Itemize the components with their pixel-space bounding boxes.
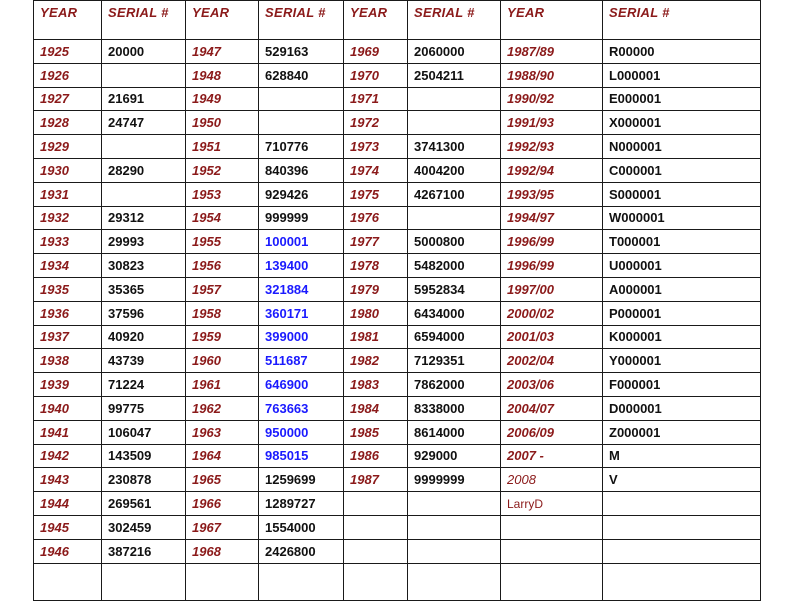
year-cell: 1976 bbox=[344, 206, 408, 230]
serial-cell: 20000 bbox=[102, 40, 186, 64]
year-cell: 1964 bbox=[186, 444, 259, 468]
serial-cell: 628840 bbox=[259, 63, 344, 87]
table-row bbox=[34, 111, 761, 135]
serial-cell bbox=[408, 515, 501, 539]
serial-cell: 24747 bbox=[102, 111, 186, 135]
serial-cell: 139400 bbox=[259, 254, 344, 278]
table-row bbox=[34, 63, 761, 87]
year-cell: 1991/93 bbox=[501, 111, 603, 135]
year-cell: 1966 bbox=[186, 492, 259, 516]
year-cell: 1934 bbox=[34, 254, 102, 278]
year-cell: 1925 bbox=[34, 40, 102, 64]
serial-cell: 2504211 bbox=[408, 63, 501, 87]
serial-cell: 37596 bbox=[102, 301, 186, 325]
serial-cell bbox=[102, 63, 186, 87]
year-cell bbox=[344, 515, 408, 539]
year-cell: 1988/90 bbox=[501, 63, 603, 87]
year-cell: 1948 bbox=[186, 63, 259, 87]
serial-cell: 29312 bbox=[102, 206, 186, 230]
serial-cell: 99775 bbox=[102, 396, 186, 420]
serial-cell bbox=[408, 87, 501, 111]
year-cell: 1956 bbox=[186, 254, 259, 278]
year-cell: 1968 bbox=[186, 539, 259, 563]
serial-cell: 1259699 bbox=[259, 468, 344, 492]
serial-cell bbox=[102, 135, 186, 159]
serial-cell: V bbox=[603, 468, 761, 492]
year-cell: 1965 bbox=[186, 468, 259, 492]
year-cell: 1944 bbox=[34, 492, 102, 516]
serial-cell: W000001 bbox=[603, 206, 761, 230]
serial-cell: 28290 bbox=[102, 158, 186, 182]
table-row bbox=[34, 301, 761, 325]
year-cell: 1945 bbox=[34, 515, 102, 539]
serial-cell: 21691 bbox=[102, 87, 186, 111]
serial-cell: 8338000 bbox=[408, 396, 501, 420]
year-cell: 1940 bbox=[34, 396, 102, 420]
serial-cell bbox=[603, 539, 761, 563]
year-cell: 1937 bbox=[34, 325, 102, 349]
serial-cell bbox=[603, 492, 761, 516]
serial-cell: 7129351 bbox=[408, 349, 501, 373]
serial-cell: M bbox=[603, 444, 761, 468]
serial-cell: 2426800 bbox=[259, 539, 344, 563]
empty-cell bbox=[186, 563, 259, 600]
year-cell: 1936 bbox=[34, 301, 102, 325]
year-cell: 1996/99 bbox=[501, 230, 603, 254]
year-cell: 1954 bbox=[186, 206, 259, 230]
serial-cell: N000001 bbox=[603, 135, 761, 159]
table-row bbox=[34, 492, 761, 516]
serial-cell: 106047 bbox=[102, 420, 186, 444]
header-serial: SERIAL # bbox=[259, 1, 344, 40]
year-cell: 1978 bbox=[344, 254, 408, 278]
blank-row bbox=[34, 563, 761, 600]
table-row bbox=[34, 539, 761, 563]
serial-cell: 1554000 bbox=[259, 515, 344, 539]
year-cell: 1980 bbox=[344, 301, 408, 325]
year-cell: 1946 bbox=[34, 539, 102, 563]
year-cell: 1996/99 bbox=[501, 254, 603, 278]
serial-cell bbox=[102, 182, 186, 206]
table-row bbox=[34, 444, 761, 468]
year-cell: 1933 bbox=[34, 230, 102, 254]
year-cell: 1974 bbox=[344, 158, 408, 182]
serial-cell: 9999999 bbox=[408, 468, 501, 492]
year-cell: 1958 bbox=[186, 301, 259, 325]
year-cell: 1985 bbox=[344, 420, 408, 444]
empty-cell bbox=[603, 563, 761, 600]
serial-cell: 230878 bbox=[102, 468, 186, 492]
year-cell: 1953 bbox=[186, 182, 259, 206]
table-row bbox=[34, 468, 761, 492]
serial-cell: 43739 bbox=[102, 349, 186, 373]
year-cell: 1970 bbox=[344, 63, 408, 87]
year-cell: 2006/09 bbox=[501, 420, 603, 444]
year-cell: 1960 bbox=[186, 349, 259, 373]
serial-cell: 40920 bbox=[102, 325, 186, 349]
serial-cell: 511687 bbox=[259, 349, 344, 373]
year-cell: 1962 bbox=[186, 396, 259, 420]
year-cell: 1942 bbox=[34, 444, 102, 468]
year-cell: 2002/04 bbox=[501, 349, 603, 373]
year-cell: 1992/93 bbox=[501, 135, 603, 159]
table-row bbox=[34, 40, 761, 64]
header-year: YEAR bbox=[344, 1, 408, 40]
empty-cell bbox=[501, 563, 603, 600]
serial-cell: 985015 bbox=[259, 444, 344, 468]
year-cell: 1938 bbox=[34, 349, 102, 373]
year-cell: 1993/95 bbox=[501, 182, 603, 206]
year-cell bbox=[501, 515, 603, 539]
year-cell: 1969 bbox=[344, 40, 408, 64]
serial-cell: X000001 bbox=[603, 111, 761, 135]
year-cell: 2001/03 bbox=[501, 325, 603, 349]
table-row bbox=[34, 396, 761, 420]
table-row bbox=[34, 515, 761, 539]
serial-cell: 29993 bbox=[102, 230, 186, 254]
serial-cell: 387216 bbox=[102, 539, 186, 563]
serial-cell: 529163 bbox=[259, 40, 344, 64]
table-row bbox=[34, 158, 761, 182]
year-cell bbox=[501, 539, 603, 563]
year-cell: 1947 bbox=[186, 40, 259, 64]
serial-cell: 8614000 bbox=[408, 420, 501, 444]
serial-cell: A000001 bbox=[603, 277, 761, 301]
year-cell: 1987/89 bbox=[501, 40, 603, 64]
serial-cell: 399000 bbox=[259, 325, 344, 349]
serial-cell: R00000 bbox=[603, 40, 761, 64]
table-row bbox=[34, 420, 761, 444]
serial-table bbox=[33, 0, 761, 601]
year-cell: 1957 bbox=[186, 277, 259, 301]
table-row bbox=[34, 254, 761, 278]
year-cell bbox=[344, 492, 408, 516]
year-cell: 1927 bbox=[34, 87, 102, 111]
serial-cell: 71224 bbox=[102, 373, 186, 397]
serial-cell: 4004200 bbox=[408, 158, 501, 182]
year-cell: 1941 bbox=[34, 420, 102, 444]
year-cell: 2007 - bbox=[501, 444, 603, 468]
header-year: YEAR bbox=[34, 1, 102, 40]
serial-cell: 143509 bbox=[102, 444, 186, 468]
header-serial: SERIAL # bbox=[408, 1, 501, 40]
year-cell: 1943 bbox=[34, 468, 102, 492]
empty-cell bbox=[344, 563, 408, 600]
table-row bbox=[34, 230, 761, 254]
serial-cell: 360171 bbox=[259, 301, 344, 325]
serial-number-chart bbox=[33, 0, 760, 599]
year-cell: 1967 bbox=[186, 515, 259, 539]
serial-cell: L000001 bbox=[603, 63, 761, 87]
serial-cell: Y000001 bbox=[603, 349, 761, 373]
serial-cell bbox=[408, 111, 501, 135]
serial-cell: T000001 bbox=[603, 230, 761, 254]
header-row bbox=[34, 1, 761, 40]
year-cell: 1994/97 bbox=[501, 206, 603, 230]
year-cell: 1983 bbox=[344, 373, 408, 397]
serial-cell bbox=[408, 492, 501, 516]
serial-cell: S000001 bbox=[603, 182, 761, 206]
year-cell: 1975 bbox=[344, 182, 408, 206]
year-cell: 1931 bbox=[34, 182, 102, 206]
serial-cell bbox=[603, 515, 761, 539]
table-row bbox=[34, 87, 761, 111]
year-cell: 1981 bbox=[344, 325, 408, 349]
header-serial: SERIAL # bbox=[102, 1, 186, 40]
serial-cell: 6434000 bbox=[408, 301, 501, 325]
serial-cell: P000001 bbox=[603, 301, 761, 325]
year-cell: 1928 bbox=[34, 111, 102, 135]
serial-cell bbox=[259, 87, 344, 111]
serial-cell: D000001 bbox=[603, 396, 761, 420]
year-cell: 1929 bbox=[34, 135, 102, 159]
year-cell: 1992/94 bbox=[501, 158, 603, 182]
serial-cell: 710776 bbox=[259, 135, 344, 159]
table-row bbox=[34, 182, 761, 206]
empty-cell bbox=[34, 563, 102, 600]
empty-cell bbox=[259, 563, 344, 600]
year-cell: 1950 bbox=[186, 111, 259, 135]
serial-cell: 5000800 bbox=[408, 230, 501, 254]
year-cell: 1949 bbox=[186, 87, 259, 111]
serial-cell: 321884 bbox=[259, 277, 344, 301]
year-cell: 1952 bbox=[186, 158, 259, 182]
serial-cell: K000001 bbox=[603, 325, 761, 349]
serial-cell: 35365 bbox=[102, 277, 186, 301]
serial-cell: 929426 bbox=[259, 182, 344, 206]
year-cell: 1930 bbox=[34, 158, 102, 182]
serial-cell: 5482000 bbox=[408, 254, 501, 278]
serial-cell: E000001 bbox=[603, 87, 761, 111]
year-cell: 1982 bbox=[344, 349, 408, 373]
serial-cell: U000001 bbox=[603, 254, 761, 278]
table-row bbox=[34, 325, 761, 349]
serial-cell: 269561 bbox=[102, 492, 186, 516]
serial-cell: 929000 bbox=[408, 444, 501, 468]
signature-note: LarryD bbox=[501, 492, 603, 516]
year-cell: 2008 bbox=[501, 468, 603, 492]
year-cell: 2000/02 bbox=[501, 301, 603, 325]
year-cell: 1984 bbox=[344, 396, 408, 420]
serial-cell: 950000 bbox=[259, 420, 344, 444]
table-row bbox=[34, 206, 761, 230]
year-cell: 1963 bbox=[186, 420, 259, 444]
empty-cell bbox=[408, 563, 501, 600]
year-cell: 1987 bbox=[344, 468, 408, 492]
serial-cell: 302459 bbox=[102, 515, 186, 539]
serial-cell: 7862000 bbox=[408, 373, 501, 397]
serial-cell: 4267100 bbox=[408, 182, 501, 206]
year-cell: 1990/92 bbox=[501, 87, 603, 111]
year-cell: 1935 bbox=[34, 277, 102, 301]
year-cell: 2004/07 bbox=[501, 396, 603, 420]
year-cell: 1926 bbox=[34, 63, 102, 87]
serial-cell: F000001 bbox=[603, 373, 761, 397]
serial-cell: 763663 bbox=[259, 396, 344, 420]
empty-cell bbox=[102, 563, 186, 600]
serial-cell bbox=[408, 206, 501, 230]
year-cell: 2003/06 bbox=[501, 373, 603, 397]
year-cell: 1939 bbox=[34, 373, 102, 397]
year-cell: 1932 bbox=[34, 206, 102, 230]
year-cell: 1961 bbox=[186, 373, 259, 397]
serial-cell: 999999 bbox=[259, 206, 344, 230]
header-year: YEAR bbox=[186, 1, 259, 40]
year-cell: 1951 bbox=[186, 135, 259, 159]
year-cell: 1977 bbox=[344, 230, 408, 254]
header-serial: SERIAL # bbox=[603, 1, 761, 40]
serial-cell: 5952834 bbox=[408, 277, 501, 301]
serial-cell: 2060000 bbox=[408, 40, 501, 64]
serial-cell bbox=[408, 539, 501, 563]
table-row bbox=[34, 349, 761, 373]
year-cell: 1986 bbox=[344, 444, 408, 468]
year-cell: 1972 bbox=[344, 111, 408, 135]
table-row bbox=[34, 277, 761, 301]
table-row bbox=[34, 373, 761, 397]
serial-cell: C000001 bbox=[603, 158, 761, 182]
table-body bbox=[34, 40, 761, 601]
year-cell: 1959 bbox=[186, 325, 259, 349]
serial-cell: 30823 bbox=[102, 254, 186, 278]
serial-cell: 3741300 bbox=[408, 135, 501, 159]
serial-cell: 1289727 bbox=[259, 492, 344, 516]
serial-cell: 840396 bbox=[259, 158, 344, 182]
serial-cell: 646900 bbox=[259, 373, 344, 397]
serial-cell: 100001 bbox=[259, 230, 344, 254]
year-cell bbox=[344, 539, 408, 563]
year-cell: 1997/00 bbox=[501, 277, 603, 301]
serial-cell: Z000001 bbox=[603, 420, 761, 444]
year-cell: 1979 bbox=[344, 277, 408, 301]
year-cell: 1955 bbox=[186, 230, 259, 254]
serial-cell: 6594000 bbox=[408, 325, 501, 349]
year-cell: 1971 bbox=[344, 87, 408, 111]
serial-cell bbox=[259, 111, 344, 135]
header-year: YEAR bbox=[501, 1, 603, 40]
table-row bbox=[34, 135, 761, 159]
year-cell: 1973 bbox=[344, 135, 408, 159]
